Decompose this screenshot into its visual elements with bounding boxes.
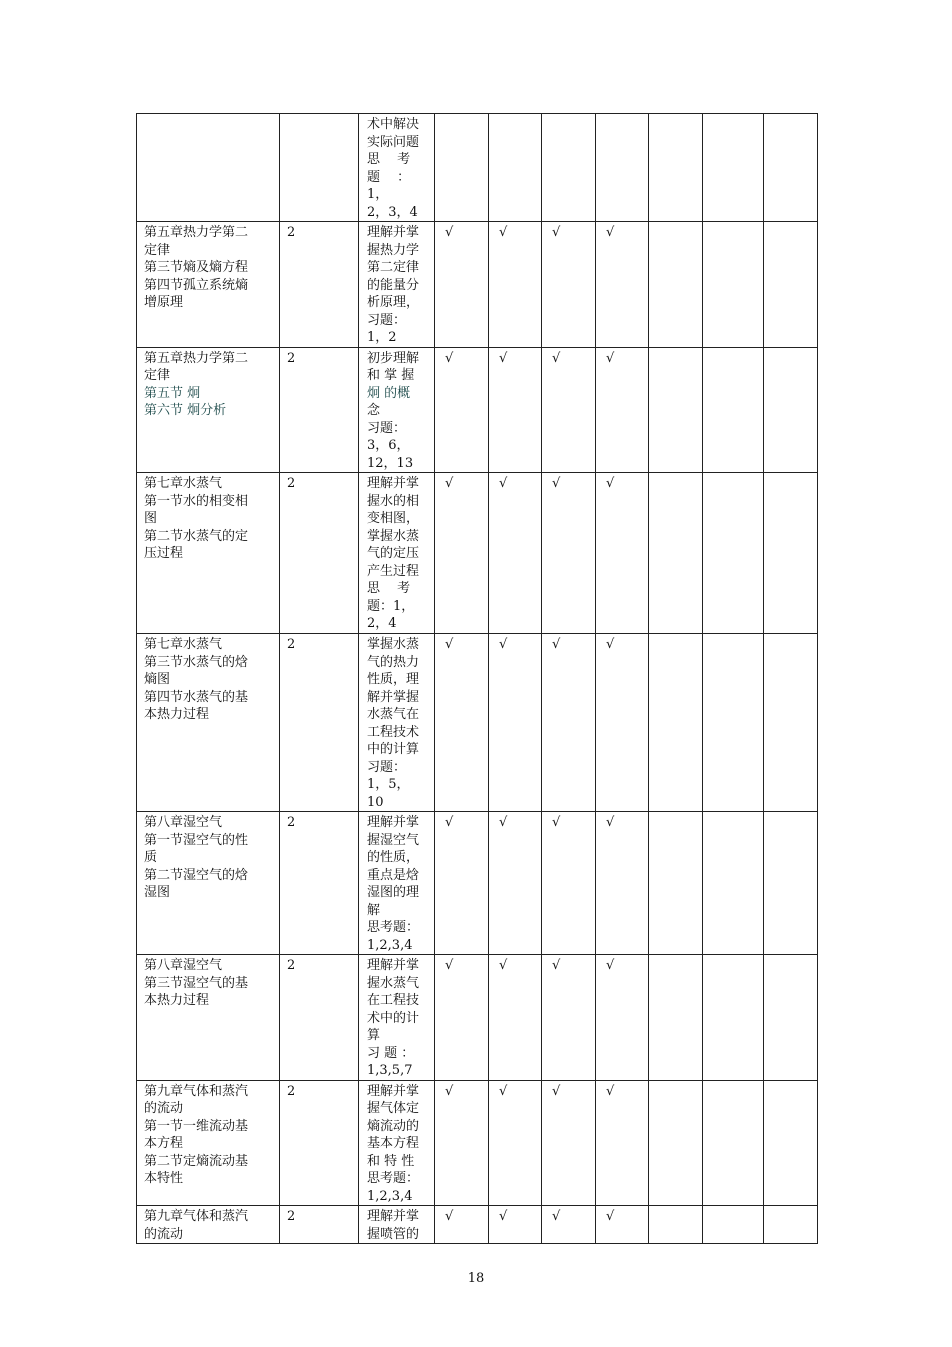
goal-cell xyxy=(359,812,435,955)
hours-cell: 2 xyxy=(280,347,359,473)
topic-cell-line: 第五章热力学第二 xyxy=(144,350,249,366)
goal-cell-line: 解并掌握 xyxy=(367,689,420,705)
check-cell: √ xyxy=(596,634,649,812)
goal-cell-line: 初步理解 xyxy=(367,350,420,366)
goal-cell-line: 握湿空气 xyxy=(367,832,420,848)
topic-cell-line: 定律 xyxy=(144,242,171,258)
check-cell xyxy=(703,1080,764,1206)
goal-cell-line: 握喷管的 xyxy=(367,1226,420,1242)
goal-cell xyxy=(359,1206,435,1244)
goal-cell-line: 中的计算 xyxy=(367,742,420,757)
table-row xyxy=(137,634,818,812)
topic-cell-line: 第五节 炯 xyxy=(144,385,201,401)
check-cell: √ xyxy=(435,812,489,955)
topic-cell xyxy=(137,114,280,222)
hours-cell: 2 xyxy=(280,812,359,955)
table-row xyxy=(137,1206,818,1244)
check-cell: √ xyxy=(489,347,542,473)
goal-cell-line: 思 考 xyxy=(367,152,411,167)
check-cell xyxy=(596,114,649,222)
topic-cell-line: 第七章水蒸气 xyxy=(144,476,223,491)
check-cell: √ xyxy=(542,222,596,348)
topic-cell-line: 第一节一维流动基 xyxy=(144,1118,249,1134)
check-cell: √ xyxy=(435,634,489,812)
topic-cell-line: 第八章湿空气 xyxy=(144,815,223,830)
table-row xyxy=(137,347,818,473)
check-cell xyxy=(764,634,818,812)
goal-cell-line: 解 xyxy=(367,902,381,918)
goal-cell-line: 掌握水蒸 xyxy=(367,528,420,544)
hours-cell: 2 xyxy=(280,1080,359,1206)
check-cell xyxy=(764,1080,818,1206)
hours-cell: 2 xyxy=(280,955,359,1081)
table-row xyxy=(137,1080,818,1206)
topic-cell-line: 本特性 xyxy=(144,1171,184,1186)
check-cell xyxy=(542,114,596,222)
goal-cell-line: 3，6， xyxy=(367,438,410,453)
goal-cell-line: 2，3，4 xyxy=(367,204,418,220)
check-cell xyxy=(649,634,703,812)
hours-cell xyxy=(280,114,359,222)
check-cell xyxy=(703,955,764,1081)
check-cell: √ xyxy=(596,222,649,348)
goal-cell-line: 思 考 xyxy=(367,581,411,596)
goal-cell-line: 1， xyxy=(367,187,389,202)
goal-cell-line: 在工程技 xyxy=(367,993,420,1008)
check-cell: √ xyxy=(489,473,542,634)
topic-cell-line: 第三节水蒸气的焓 xyxy=(144,654,249,670)
topic-cell-line: 熵图 xyxy=(144,672,171,687)
goal-cell-line: 念 xyxy=(367,403,381,418)
goal-cell xyxy=(359,634,435,812)
goal-cell-line: 握热力学 xyxy=(367,242,420,258)
goal-cell-line: 理解并掌 xyxy=(367,958,420,973)
goal-cell-line: 1,3,5,7 xyxy=(367,1063,413,1078)
topic-cell-line: 第二节湿空气的焓 xyxy=(144,867,249,883)
topic-cell-line: 本热力过程 xyxy=(144,707,210,722)
check-cell xyxy=(703,114,764,222)
table-row xyxy=(137,955,818,1081)
topic-cell-line: 第四节水蒸气的基 xyxy=(144,689,249,705)
course-plan-table xyxy=(136,113,818,1244)
check-cell xyxy=(649,1206,703,1244)
topic-cell-line: 本方程 xyxy=(144,1136,184,1151)
goal-cell-line: 12，13 xyxy=(367,455,414,471)
topic-cell-line: 的流动 xyxy=(144,1226,184,1242)
check-cell: √ xyxy=(542,812,596,955)
goal-cell-line: 气的定压 xyxy=(367,546,420,561)
hours-cell: 2 xyxy=(280,1206,359,1244)
goal-cell-line: 1，5， xyxy=(367,777,410,792)
goal-cell-line: 术中解决 xyxy=(367,117,420,132)
check-cell xyxy=(764,1206,818,1244)
check-cell xyxy=(703,222,764,348)
goal-cell-line: 炯 的概 xyxy=(367,385,411,401)
check-cell: √ xyxy=(542,955,596,1081)
check-cell: √ xyxy=(435,955,489,1081)
topic-cell-line: 第三节熵及熵方程 xyxy=(144,260,249,275)
check-cell xyxy=(489,114,542,222)
goal-cell-line: 熵流动的 xyxy=(367,1118,420,1134)
goal-cell-line: 析原理， xyxy=(367,295,420,310)
topic-cell-line: 第一节湿空气的性 xyxy=(144,832,249,848)
check-cell xyxy=(649,1080,703,1206)
check-cell: √ xyxy=(435,1080,489,1206)
goal-cell-line: 和 掌 握 xyxy=(367,368,415,383)
topic-cell-line: 的流动 xyxy=(144,1101,184,1116)
check-cell: √ xyxy=(489,222,542,348)
check-cell xyxy=(764,347,818,473)
goal-cell xyxy=(359,955,435,1081)
check-cell xyxy=(703,812,764,955)
goal-cell-line: 术中的计 xyxy=(367,1010,420,1026)
check-cell: √ xyxy=(489,1080,542,1206)
check-cell: √ xyxy=(542,347,596,473)
topic-cell-line: 湿图 xyxy=(144,885,171,900)
table-row xyxy=(137,114,818,222)
goal-cell-line: 习 题 ： xyxy=(367,1045,415,1061)
goal-cell-line: 掌握水蒸 xyxy=(367,637,420,652)
goal-cell-line: 习题： xyxy=(367,420,407,436)
topic-cell-line: 本热力过程 xyxy=(144,993,210,1008)
topic-cell-line: 第四节孤立系统熵 xyxy=(144,277,249,293)
check-cell xyxy=(703,634,764,812)
topic-cell-line: 质 xyxy=(144,850,158,865)
goal-cell-line: 理解并掌 xyxy=(367,1209,420,1224)
goal-cell-line: 理解并掌 xyxy=(367,476,420,491)
check-cell: √ xyxy=(489,634,542,812)
goal-cell-line: 理解并掌 xyxy=(367,225,420,240)
check-cell xyxy=(703,1206,764,1244)
check-cell: √ xyxy=(542,1080,596,1206)
goal-cell-line: 工程技术 xyxy=(367,724,420,740)
check-cell: √ xyxy=(542,1206,596,1244)
check-cell xyxy=(649,473,703,634)
check-cell: √ xyxy=(596,1206,649,1244)
goal-cell-line: 产生过程 xyxy=(367,563,420,579)
table-row xyxy=(137,222,818,348)
goal-cell xyxy=(359,114,435,222)
check-cell xyxy=(764,812,818,955)
topic-cell-line: 第九章气体和蒸汽 xyxy=(144,1209,249,1224)
goal-cell-line: 思考题： xyxy=(367,920,420,935)
check-cell: √ xyxy=(489,812,542,955)
table-row xyxy=(137,812,818,955)
topic-cell xyxy=(137,222,280,348)
check-cell: √ xyxy=(489,1206,542,1244)
hours-cell: 2 xyxy=(280,634,359,812)
check-cell xyxy=(435,114,489,222)
hours-cell: 2 xyxy=(280,473,359,634)
check-cell xyxy=(649,347,703,473)
check-cell xyxy=(649,812,703,955)
topic-cell xyxy=(137,473,280,634)
topic-cell-line: 第五章热力学第二 xyxy=(144,225,249,240)
check-cell xyxy=(764,114,818,222)
check-cell: √ xyxy=(489,955,542,1081)
topic-cell-line: 第二节水蒸气的定 xyxy=(144,528,249,544)
goal-cell xyxy=(359,222,435,348)
goal-cell-line: 理解并掌 xyxy=(367,1083,420,1099)
goal-cell-line: 握水的相 xyxy=(367,493,420,509)
goal-cell-line: 算 xyxy=(367,1028,381,1043)
goal-cell-line: 基本方程 xyxy=(367,1136,420,1151)
check-cell xyxy=(764,955,818,1081)
goal-cell-line: 和 特 性 xyxy=(367,1153,415,1169)
topic-cell-line: 图 xyxy=(144,511,158,526)
goal-cell-line: 重点是焓 xyxy=(367,867,420,883)
goal-cell-line: 第二定律 xyxy=(367,260,420,275)
check-cell xyxy=(649,955,703,1081)
check-cell xyxy=(764,473,818,634)
goal-cell-line: 2，4 xyxy=(367,616,397,631)
topic-cell xyxy=(137,1080,280,1206)
goal-cell-line: 的性质， xyxy=(367,850,420,865)
goal-cell-line: 变相图， xyxy=(367,511,420,526)
table-row xyxy=(137,473,818,634)
check-cell: √ xyxy=(596,1080,649,1206)
topic-cell-line: 增原理 xyxy=(144,295,184,310)
goal-cell-line: 水蒸气在 xyxy=(367,707,420,722)
goal-cell-line: 性质，理 xyxy=(367,672,420,687)
topic-cell xyxy=(137,955,280,1081)
check-cell: √ xyxy=(596,955,649,1081)
check-cell: √ xyxy=(596,473,649,634)
topic-cell-line: 压过程 xyxy=(144,546,184,561)
topic-cell-line: 第二节定熵流动基 xyxy=(144,1153,249,1169)
table-body xyxy=(137,114,818,1244)
check-cell xyxy=(649,114,703,222)
check-cell xyxy=(703,473,764,634)
goal-cell-line: 1，2 xyxy=(367,330,397,345)
check-cell: √ xyxy=(542,634,596,812)
topic-cell-line: 第六节 炯分析 xyxy=(144,403,227,418)
goal-cell-line: 10 xyxy=(367,794,384,810)
goal-cell-line: 题 ： xyxy=(367,169,411,185)
goal-cell-line: 实际问题 xyxy=(367,134,420,150)
goal-cell-line: 握水蒸气 xyxy=(367,975,420,991)
goal-cell-line: 题：1， xyxy=(367,598,415,614)
goal-cell-line: 1,2,3,4 xyxy=(367,937,413,953)
check-cell: √ xyxy=(596,347,649,473)
check-cell xyxy=(649,222,703,348)
goal-cell-line: 思考题： xyxy=(367,1171,420,1186)
check-cell xyxy=(764,222,818,348)
topic-cell-line: 第三节湿空气的基 xyxy=(144,975,249,991)
goal-cell-line: 的能量分 xyxy=(367,277,420,293)
topic-cell xyxy=(137,634,280,812)
goal-cell-line: 湿图的理 xyxy=(367,885,420,900)
goal-cell xyxy=(359,473,435,634)
topic-cell-line: 第七章水蒸气 xyxy=(144,637,223,652)
topic-cell-line: 定律 xyxy=(144,368,171,383)
hours-cell: 2 xyxy=(280,222,359,348)
goal-cell-line: 习题： xyxy=(367,312,407,328)
topic-cell-line: 第一节水的相变相 xyxy=(144,493,249,509)
check-cell: √ xyxy=(596,812,649,955)
topic-cell-line: 第八章湿空气 xyxy=(144,958,223,973)
goal-cell xyxy=(359,1080,435,1206)
page-number: 18 xyxy=(467,1271,485,1286)
goal-cell-line: 理解并掌 xyxy=(367,815,420,830)
goal-cell-line: 1,2,3,4 xyxy=(367,1188,413,1204)
check-cell: √ xyxy=(435,222,489,348)
topic-cell-line: 第九章气体和蒸汽 xyxy=(144,1083,249,1099)
goal-cell xyxy=(359,347,435,473)
check-cell: √ xyxy=(542,473,596,634)
goal-cell-line: 握气体定 xyxy=(367,1101,420,1116)
goal-cell-line: 气的热力 xyxy=(367,654,420,670)
check-cell: √ xyxy=(435,347,489,473)
check-cell: √ xyxy=(435,473,489,634)
topic-cell xyxy=(137,347,280,473)
topic-cell xyxy=(137,1206,280,1244)
topic-cell xyxy=(137,812,280,955)
goal-cell-line: 习题： xyxy=(367,759,407,775)
check-cell xyxy=(703,347,764,473)
check-cell: √ xyxy=(435,1206,489,1244)
